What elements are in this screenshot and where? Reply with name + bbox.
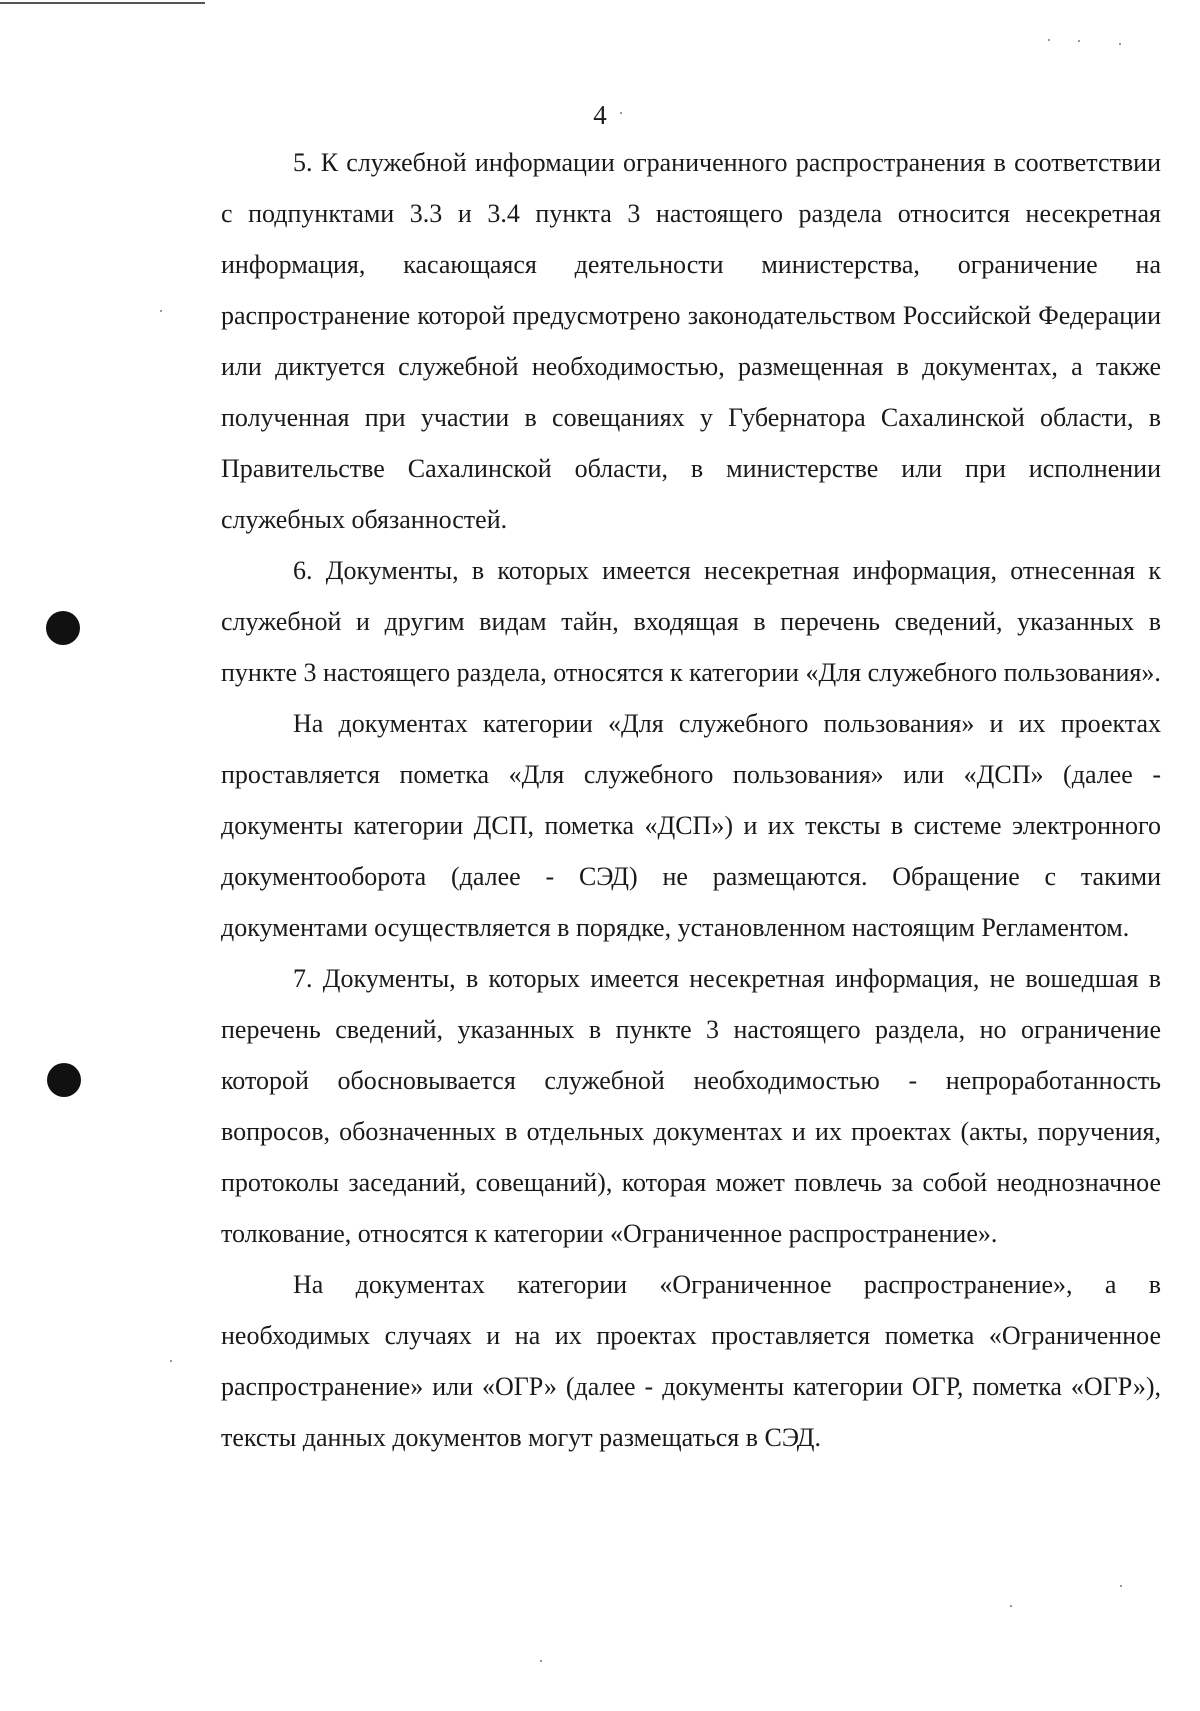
paragraph-item-7: 7. Документы, в которых имеется несекретная информация, не вошедшая в перечень сведений, указанных в пункте 3 настоящего раздела, но ограничение которой обосновывается служебной необходимостью - непроработанность вопросов, обозначенных в отдельных документах и их проектах (акты, поручения, протоколы заседаний, совещаний), которая может повлечь за собой неоднозначное толкование, относятся к категории «Ограниченное распространение». [221,964,1161,1248]
scan-edge-line [0,2,205,4]
scan-speck [540,1660,542,1662]
scan-speck [620,112,622,114]
scan-speck [160,310,162,312]
scan-speck [1048,39,1050,41]
document-body [221,137,1161,1463]
punch-hole-top [46,611,80,645]
scan-speck [1120,1585,1122,1587]
scan-speck [1078,40,1080,42]
scan-speck [170,1360,172,1362]
paragraph-dsp-marking: На документах категории «Для служебного пользования» и их проектах проставляется пометка «Для служебного пользования» или «ДСП» (далее - документы категории ДСП, пометка «ДСП») и их тексты в системе электронного документооборота (далее - СЭД) не размещаются. Обращение с такими документами осуществляется в порядке, установленном настоящим Регламентом. [221,709,1161,942]
punch-hole-bottom [47,1063,81,1097]
paragraph-ogr-marking: На документах категории «Ограниченное распространение», а в необходимых случаях и на их проектах проставляется пометка «Ограниченное распространение» или «ОГР» (далее - документы категории ОГР, пометка «ОГР»), тексты данных документов могут размещаться в СЭД. [221,1270,1161,1452]
page-number: 4 [593,100,607,130]
scan-speck [1010,1605,1012,1607]
paragraph-item-5: 5. К служебной информации ограниченного распространения в соответствии с подпунктами 3.3 и 3.4 пункта 3 настоящего раздела относится несекретная информация, касающаяся деятельности министерства, ограничение на распространение которой предусмотрено законодательством Российской Федерации или диктуется служебной необходимостью, размещенная в документах, а также полученная при участии в совещаниях у Губернатора Сахалинской области, в Правительстве Сахалинской области, в министерстве или при исполнении служебных обязанностей. [221,148,1161,534]
scan-speck [1119,43,1121,45]
paragraph-item-6: 6. Документы, в которых имеется несекретная информация, отнесенная к служебной и другим видам тайн, входящая в перечень сведений, указанных в пункте 3 настоящего раздела, относятся к категории «Для служебного пользования». [221,556,1161,687]
